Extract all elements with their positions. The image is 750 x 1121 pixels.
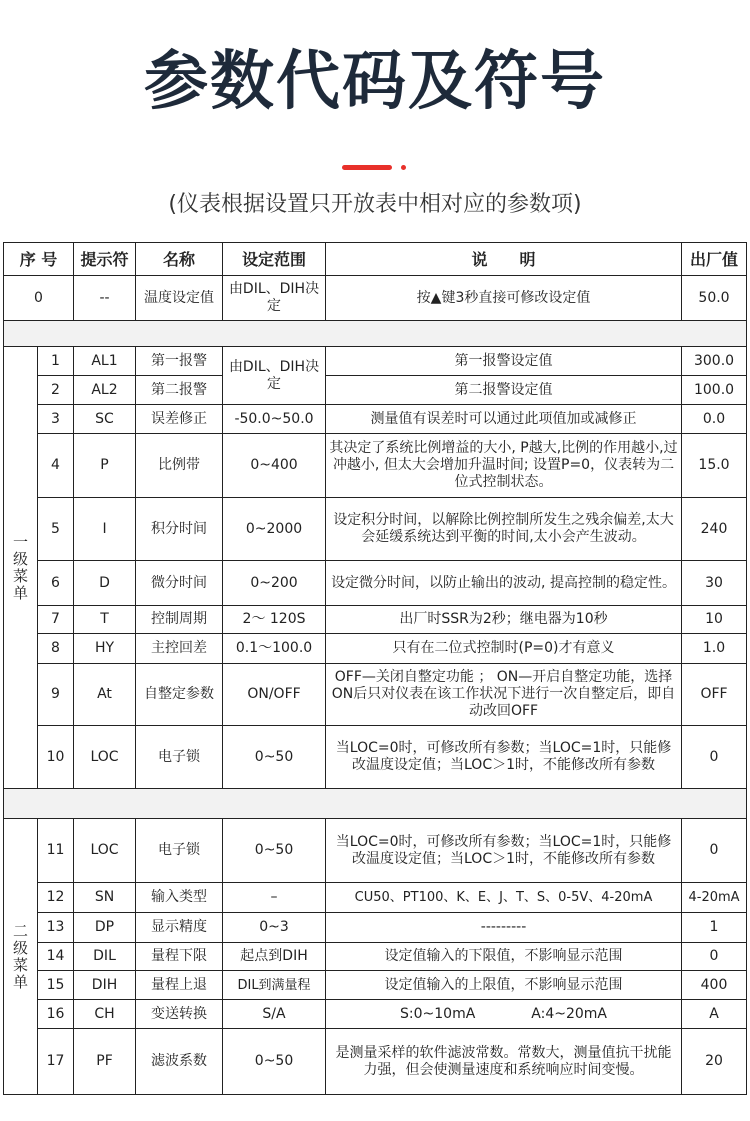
cell-default: 0: [682, 819, 747, 883]
cell-name: 第二报警: [136, 376, 223, 405]
cell-index: 12: [38, 883, 74, 913]
cell-code: DIH: [74, 971, 136, 1000]
cell-desc: 其决定了系统比例增益的大小, P越大,比例的作用越小,过冲越小, 但太大会增加升温时间; 设置P=0，仪表转为二位式控制状态。: [326, 434, 682, 498]
cell-desc: 按▲键3秒直接可修改设定值: [326, 276, 682, 321]
cell-name: 主控回差: [136, 634, 223, 664]
cell-desc: 设定微分时间，以防止输出的波动, 提高控制的稳定性。: [326, 561, 682, 606]
cell-name: 积分时间: [136, 498, 223, 561]
cell-name: 温度设定值: [136, 276, 223, 321]
table-row: [4, 883, 747, 913]
cell-index: 1: [38, 347, 74, 376]
cell-desc: CU50、PT100、K、E、J、T、S、0-5V、4-20mA: [326, 883, 682, 913]
cell-name: 显示精度: [136, 913, 223, 943]
cell-name: 误差修正: [136, 405, 223, 434]
cell-name: 电子锁: [136, 819, 223, 883]
group-label-text: 二 级 菜 单: [12, 921, 28, 991]
cell-index: 3: [38, 405, 74, 434]
cell-desc: ---------: [326, 913, 682, 943]
cell-default: 0.0: [682, 405, 747, 434]
cell-desc: 测量值有误差时可以通过此项值加或减修正: [326, 405, 682, 434]
cell-name: 自整定参数: [136, 664, 223, 726]
cell-range: 0~2000: [223, 498, 326, 561]
cell-default: 400: [682, 971, 747, 1000]
cell-name: 滤波系数: [136, 1029, 223, 1095]
cell-name: 比例带: [136, 434, 223, 498]
cell-code: LOC: [74, 726, 136, 789]
cell-range: 起点到DIH: [223, 943, 326, 971]
cell-default: 50.0: [682, 276, 747, 321]
cell-range: 由DIL、DIH决定: [223, 347, 326, 405]
table-row: [4, 634, 747, 664]
cell-default: 0: [682, 943, 747, 971]
cell-desc: 是测量采样的软件滤波常数。常数大，测量值抗干扰能力强，但会使测量速度和系统响应时间变慢。: [326, 1029, 682, 1095]
cell-code: At: [74, 664, 136, 726]
cell-index: 2: [38, 376, 74, 405]
table-row: [4, 376, 747, 405]
cell-default: 0: [682, 726, 747, 789]
cell-range: 0~50: [223, 1029, 326, 1095]
cell-range: 由DIL、DIH决定: [223, 276, 326, 321]
cell-code: AL1: [74, 347, 136, 376]
cell-default: 4-20mA: [682, 883, 747, 913]
cell-index: 11: [38, 819, 74, 883]
cell-code: SC: [74, 405, 136, 434]
cell-name: 量程下限: [136, 943, 223, 971]
cell-desc: OFF—关闭自整定功能 ； ON—开启自整定功能，选择ON后只对仪表在该工作状况下进行一次自整定后，即自动改回OFF: [326, 664, 682, 726]
cell-desc: 出厂时SSR为2秒；继电器为10秒: [326, 606, 682, 634]
cell-desc: 当LOC=0时，可修改所有参数；当LOC=1时，只能修改温度设定值；当LOC＞1时，不能修改所有参数: [326, 819, 682, 883]
cell-name: 微分时间: [136, 561, 223, 606]
cell-range: 0~50: [223, 819, 326, 883]
group-label-level1: [4, 347, 38, 789]
cell-code: P: [74, 434, 136, 498]
table-row: [4, 1000, 747, 1029]
cell-name: 量程上退: [136, 971, 223, 1000]
cell-index: 5: [38, 498, 74, 561]
cell-code: DP: [74, 913, 136, 943]
cell-code: DIL: [74, 943, 136, 971]
table-row: [4, 971, 747, 1000]
page-subtitle: (仪表根据设置只开放表中相对应的参数项): [168, 192, 582, 217]
cell-index: 8: [38, 634, 74, 664]
cell-default: 10: [682, 606, 747, 634]
table-row: [4, 561, 747, 606]
cell-desc: S:0~10mA A:4~20mA: [326, 1000, 682, 1029]
cell-default: 240: [682, 498, 747, 561]
group-label-level2: [4, 819, 38, 1095]
cell-desc: 设定值输入的下限值，不影响显示范围: [326, 943, 682, 971]
accent-dot: [401, 165, 406, 170]
accent-bar: [342, 165, 392, 170]
cell-default: OFF: [682, 664, 747, 726]
cell-index: 17: [38, 1029, 74, 1095]
cell-code: LOC: [74, 819, 136, 883]
column-header-index: 序 号: [4, 243, 74, 276]
column-header-name: 名称: [136, 243, 223, 276]
cell-name: 第一报警: [136, 347, 223, 376]
cell-index: 16: [38, 1000, 74, 1029]
cell-code: D: [74, 561, 136, 606]
cell-code: T: [74, 606, 136, 634]
cell-range: S/A: [223, 1000, 326, 1029]
cell-index: 15: [38, 971, 74, 1000]
table-row: [4, 726, 747, 789]
table-row: [4, 819, 747, 883]
column-header-desc: 说 明: [326, 243, 682, 276]
cell-desc: 设定值输入的上限值，不影响显示范围: [326, 971, 682, 1000]
column-header-default: 出厂值: [682, 243, 747, 276]
table-row: [4, 606, 747, 634]
cell-name: 电子锁: [136, 726, 223, 789]
group-label-text: 一 级 菜 单: [12, 532, 28, 602]
cell-range: DIL到满量程: [223, 971, 326, 1000]
cell-range: 0~200: [223, 561, 326, 606]
table-row: [4, 347, 747, 376]
table-row: [4, 1029, 747, 1095]
cell-code: SN: [74, 883, 136, 913]
cell-range: 2～ 120S: [223, 606, 326, 634]
table-row: [4, 276, 747, 321]
section-spacer: [4, 789, 747, 819]
cell-range: 0~3: [223, 913, 326, 943]
cell-default: 1.0: [682, 634, 747, 664]
cell-desc: 设定积分时间，以解除比例控制所发生之残余偏差,太大会延缓系统达到平衡的时间,太小会产生波动。: [326, 498, 682, 561]
cell-range: 0~50: [223, 726, 326, 789]
table-row: [4, 943, 747, 971]
page-title: 参数代码及符号: [144, 45, 606, 119]
cell-desc: 第一报警设定值: [326, 347, 682, 376]
cell-index: 10: [38, 726, 74, 789]
cell-range: –: [223, 883, 326, 913]
cell-code: I: [74, 498, 136, 561]
column-header-code: 提示符: [74, 243, 136, 276]
cell-name: 变送转换: [136, 1000, 223, 1029]
cell-index: 0: [4, 276, 74, 321]
cell-range: -50.0~50.0: [223, 405, 326, 434]
cell-code: PF: [74, 1029, 136, 1095]
column-header-range: 设定范围: [223, 243, 326, 276]
cell-index: 13: [38, 913, 74, 943]
table-header-row: [4, 243, 747, 276]
cell-range: 0~400: [223, 434, 326, 498]
table-row: [4, 913, 747, 943]
cell-code: HY: [74, 634, 136, 664]
table-row: [4, 498, 747, 561]
cell-default: 30: [682, 561, 747, 606]
cell-index: 9: [38, 664, 74, 726]
cell-name: 输入类型: [136, 883, 223, 913]
cell-index: 14: [38, 943, 74, 971]
cell-desc: 当LOC=0时，可修改所有参数；当LOC=1时，只能修改温度设定值；当LOC＞1时，不能修改所有参数: [326, 726, 682, 789]
cell-default: 20: [682, 1029, 747, 1095]
cell-default: 300.0: [682, 347, 747, 376]
table-row: [4, 664, 747, 726]
cell-index: 4: [38, 434, 74, 498]
cell-index: 6: [38, 561, 74, 606]
cell-range: ON/OFF: [223, 664, 326, 726]
parameter-table: [3, 242, 747, 1095]
cell-range: 0.1～100.0: [223, 634, 326, 664]
cell-default: A: [682, 1000, 747, 1029]
cell-default: 15.0: [682, 434, 747, 498]
section-spacer: [4, 321, 747, 347]
cell-desc: 只有在二位式控制时(P=0)才有意义: [326, 634, 682, 664]
cell-code: CH: [74, 1000, 136, 1029]
cell-code: --: [74, 276, 136, 321]
cell-desc: 第二报警设定值: [326, 376, 682, 405]
cell-default: 1: [682, 913, 747, 943]
cell-code: AL2: [74, 376, 136, 405]
cell-default: 100.0: [682, 376, 747, 405]
table-row: [4, 405, 747, 434]
table-row: [4, 434, 747, 498]
cell-index: 7: [38, 606, 74, 634]
cell-name: 控制周期: [136, 606, 223, 634]
